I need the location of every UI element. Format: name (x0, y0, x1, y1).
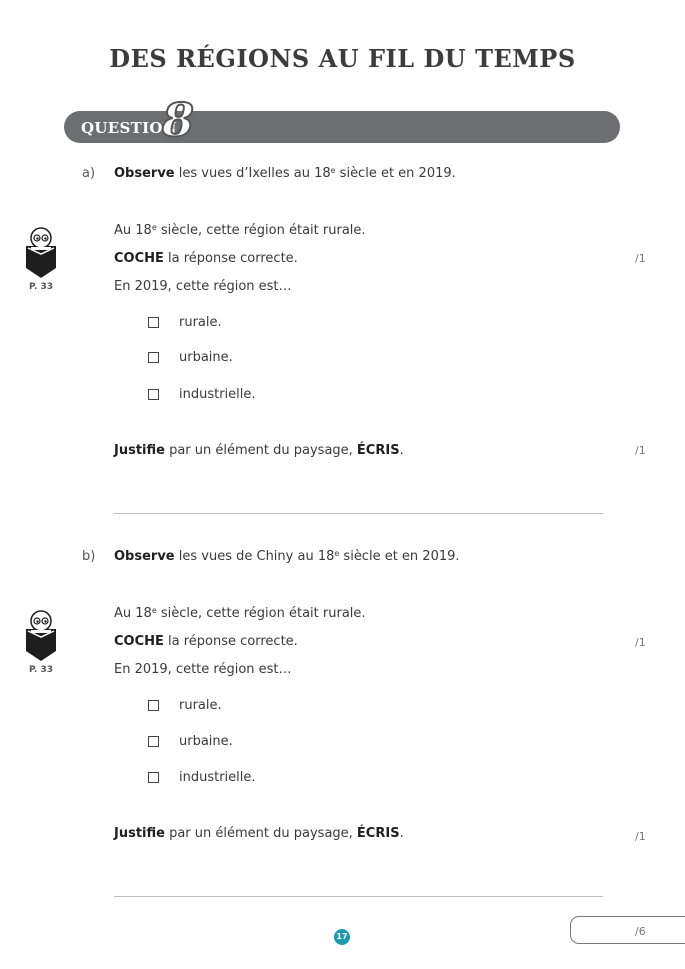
check-instruction (114, 634, 298, 649)
instruction-verb: Justifie (114, 443, 165, 458)
superscript: e (330, 166, 336, 175)
instruction-text: les vues de Chiny au 18 (174, 549, 335, 564)
checkbox-urbaine[interactable] (148, 352, 159, 363)
instruction-text: par un élément du paysage, (164, 443, 357, 458)
superscript: e (151, 606, 157, 615)
checkbox-rurale[interactable] (148, 700, 159, 711)
question-number: 8 (162, 93, 195, 147)
justify-instruction (114, 443, 404, 458)
instruction-verb: Observe (114, 549, 175, 564)
instruction-text: la réponse correcte. (163, 634, 298, 649)
instruction-text: par un élément du paysage, (164, 826, 357, 841)
justify-instruction (114, 826, 404, 841)
superscript: e (334, 549, 340, 558)
option-label: urbaine. (179, 350, 233, 365)
checkbox-rurale[interactable] (148, 317, 159, 328)
context-line (114, 223, 366, 238)
score-box: /1 (635, 252, 646, 265)
page-reference: P. 33 (29, 665, 54, 675)
option-label: urbaine. (179, 734, 233, 749)
page-title: DES RÉGIONS AU FIL DU TEMPS (109, 44, 576, 73)
option-label: industrielle. (179, 770, 256, 785)
context-text: Au 18 (114, 223, 152, 238)
question-label: QUESTION (81, 119, 177, 137)
instruction-verb-2: ÉCRIS (356, 826, 400, 841)
part-instruction (114, 166, 456, 181)
context-text-end: siècle, cette région était rurale. (156, 223, 366, 238)
reading-character-icon (24, 226, 58, 284)
score-box: /1 (635, 636, 646, 649)
instruction-verb: COCHE (114, 634, 164, 649)
part-letter: b) (82, 549, 96, 564)
instruction-text: la réponse correcte. (163, 251, 298, 266)
checkbox-industrielle[interactable] (148, 389, 159, 400)
checkbox-industrielle[interactable] (148, 772, 159, 783)
total-score-frame (570, 916, 685, 944)
reading-character-icon (24, 609, 58, 667)
instruction-verb: Observe (114, 166, 175, 181)
page-number: 17 (334, 929, 350, 945)
page-reference: P. 33 (29, 282, 54, 292)
part-instruction (114, 549, 460, 564)
part-letter: a) (82, 166, 96, 181)
score-box: /1 (635, 444, 646, 457)
superscript: e (151, 223, 157, 232)
context-text: Au 18 (114, 606, 152, 621)
option-label: industrielle. (179, 387, 256, 402)
instruction-text-end: siècle et en 2019. (339, 549, 460, 564)
context-text-end: siècle, cette région était rurale. (156, 606, 366, 621)
check-instruction (114, 251, 298, 266)
instruction-verb-2: ÉCRIS (356, 443, 400, 458)
instruction-end: . (399, 443, 404, 458)
option-label: rurale. (179, 315, 222, 330)
instruction-text-end: siècle et en 2019. (335, 166, 456, 181)
instruction-verb: COCHE (114, 251, 164, 266)
instruction-text: les vues d’Ixelles au 18 (174, 166, 331, 181)
question-prompt: En 2019, cette région est… (114, 662, 292, 677)
answer-line[interactable] (114, 513, 603, 514)
question-prompt: En 2019, cette région est… (114, 279, 292, 294)
option-label: rurale. (179, 698, 222, 713)
score-box: /1 (635, 830, 646, 843)
total-score: /6 (635, 925, 646, 938)
answer-line[interactable] (114, 896, 603, 897)
checkbox-urbaine[interactable] (148, 736, 159, 747)
context-line (114, 606, 366, 621)
instruction-verb: Justifie (114, 826, 165, 841)
instruction-end: . (399, 826, 404, 841)
